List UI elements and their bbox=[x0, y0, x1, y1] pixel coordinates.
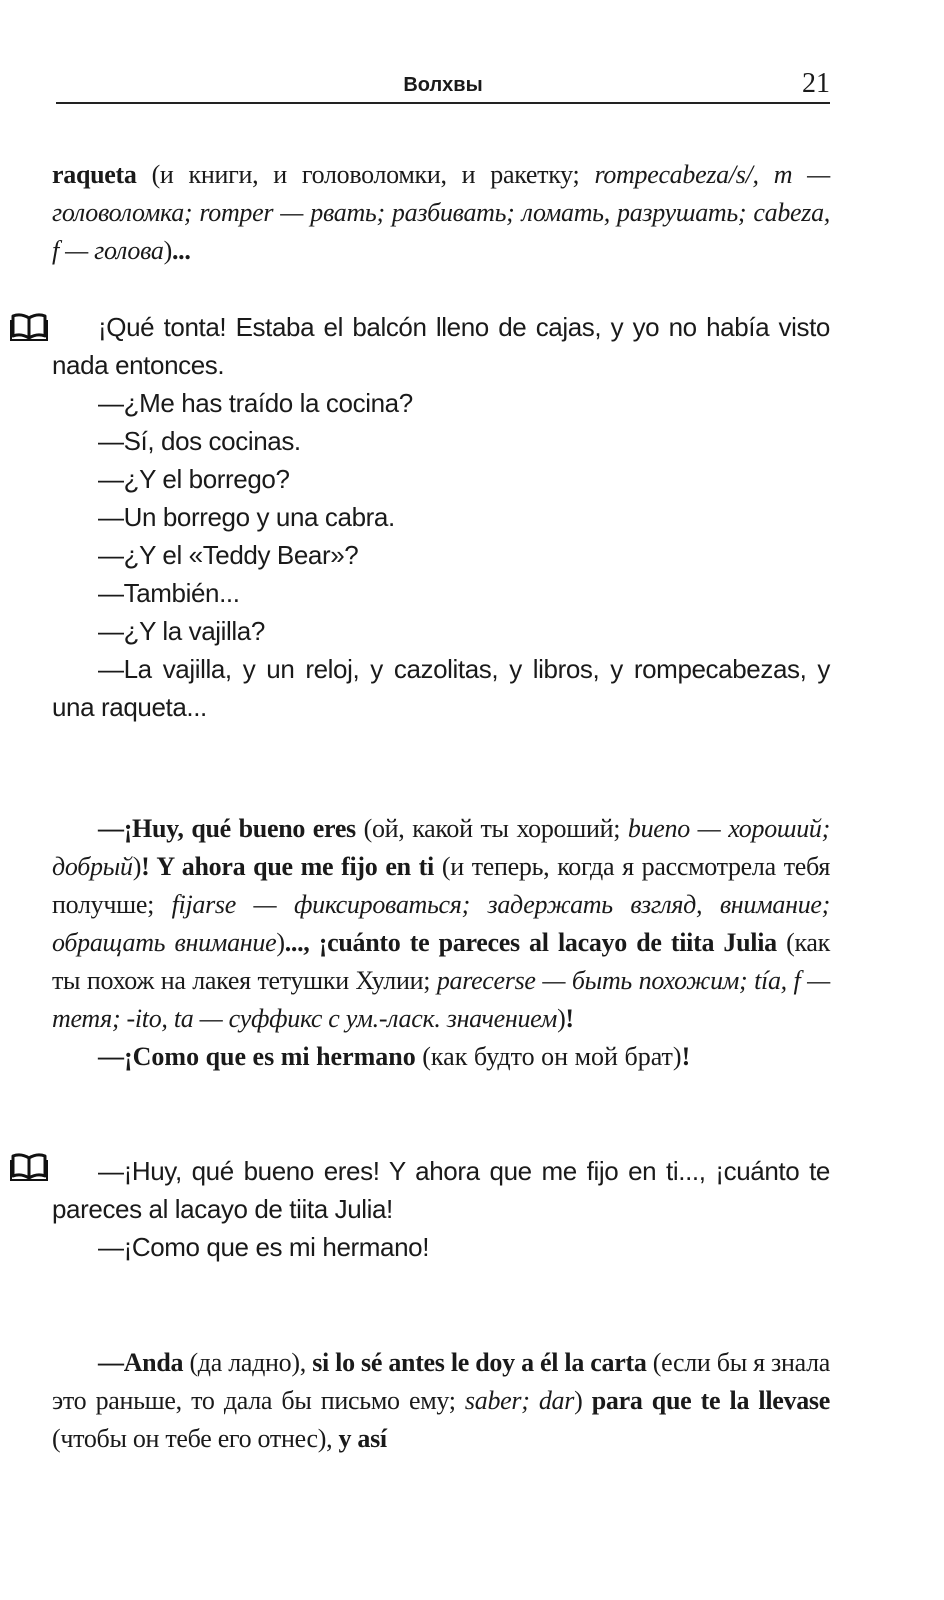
translation-text: (чтобы он тебе его отнес), bbox=[52, 1424, 339, 1453]
open-book-icon bbox=[10, 312, 48, 342]
translation-text: (как ты похож на лакея тетушки Хулии; bbox=[52, 928, 830, 995]
spanish-line: ¡Qué tonta! Estaba el balcón lleno de cajas, y yo no había visto nada entonces. bbox=[52, 312, 830, 380]
gloss-note: saber; dar bbox=[464, 1386, 575, 1415]
spanish-phrase: —¡Como que es mi hermano bbox=[98, 1042, 416, 1071]
gloss-block-1 bbox=[52, 156, 830, 270]
spanish-phrase: —¡Huy, qué bueno eres bbox=[98, 814, 356, 843]
spanish-phrase: y así bbox=[338, 1424, 387, 1453]
spanish-phrase: ! bbox=[565, 1004, 574, 1033]
spanish-line: —¿Y el «Teddy Bear»? bbox=[98, 540, 359, 570]
spanish-line: —La vajilla, y un reloj, y cazolitas, y libros, y rompecabezas, y una raqueta... bbox=[52, 654, 830, 722]
gloss-note: fijarse — фиксироваться; задержать взгляд, внимание; обращать внимание bbox=[52, 890, 830, 957]
spanish-line: —¿Y la vajilla? bbox=[98, 616, 265, 646]
gloss-note: rompecabeza/s/, m — головоломка; romper — рвать; разбивать; ломать, разрушать; cabeza, f — голова bbox=[52, 160, 830, 265]
translation-text: ) bbox=[276, 928, 285, 957]
spanish-line: —¿Me has traído la cocina? bbox=[98, 388, 413, 418]
translation-text: ) bbox=[574, 1386, 592, 1415]
translation-text: (да ладно), bbox=[183, 1348, 313, 1377]
spanish-line: —También... bbox=[98, 578, 240, 608]
translation-text: ) bbox=[557, 1004, 566, 1033]
spanish-phrase: ! Y ahora que me fijo en ti bbox=[141, 852, 434, 881]
spanish-phrase: ! bbox=[681, 1042, 691, 1071]
spanish-phrase: ... bbox=[171, 236, 191, 265]
spanish-phrase: para que te la llevase bbox=[591, 1386, 830, 1415]
gloss-block-2 bbox=[52, 810, 830, 1076]
translation-text: (если бы я знала это раньше, то дала бы письмо ему; bbox=[52, 1348, 831, 1415]
gloss-block-3 bbox=[52, 1344, 830, 1458]
gloss-paragraph bbox=[52, 1038, 830, 1076]
page-header bbox=[56, 62, 830, 104]
translation-text: (ой, какой ты хороший; bbox=[355, 814, 628, 843]
translation-text: (и теперь, когда я рассмотрела тебя получше; bbox=[52, 852, 830, 919]
gloss-paragraph bbox=[52, 156, 830, 270]
spanish-line: —Sí, dos cocinas. bbox=[98, 426, 301, 456]
gloss-paragraph bbox=[52, 810, 830, 1038]
gloss-paragraph bbox=[52, 1344, 830, 1458]
spanish-text-block-2 bbox=[52, 1152, 830, 1266]
translation-text: (как будто он мой брат) bbox=[415, 1042, 682, 1071]
page-number: 21 bbox=[802, 68, 830, 99]
spanish-text-block-1 bbox=[52, 308, 830, 726]
open-book-icon bbox=[10, 1152, 48, 1182]
gloss-note: bueno — хороший; добрый bbox=[52, 814, 830, 881]
translation-text: (и книги, и головоломки, и ракетку; bbox=[136, 160, 595, 189]
spanish-phrase: ..., ¡cuánto te pareces al lacayo de tiita Julia bbox=[284, 928, 777, 957]
spanish-line: —¿Y el borrego? bbox=[98, 464, 290, 494]
spanish-phrase: raqueta bbox=[52, 160, 137, 189]
running-title: Волхвы bbox=[403, 74, 483, 96]
spanish-line: —¡Huy, qué bueno eres! Y ahora que me fijo en ti..., ¡cuánto te pareces al lacayo de tiita Julia! bbox=[52, 1156, 830, 1224]
translation-text: ) bbox=[132, 852, 142, 881]
spanish-phrase: si lo sé antes le doy a él la carta bbox=[312, 1348, 647, 1377]
spanish-phrase: —Anda bbox=[98, 1348, 184, 1377]
gloss-note: parecerse — быть похожим; tía, f — тетя; -ito, ta — суффикс с ум.-ласк. значением bbox=[52, 966, 830, 1033]
spanish-line: —Un borrego y una cabra. bbox=[98, 502, 395, 532]
spanish-line: —¡Como que es mi hermano! bbox=[98, 1232, 430, 1262]
translation-text: ) bbox=[163, 236, 172, 265]
